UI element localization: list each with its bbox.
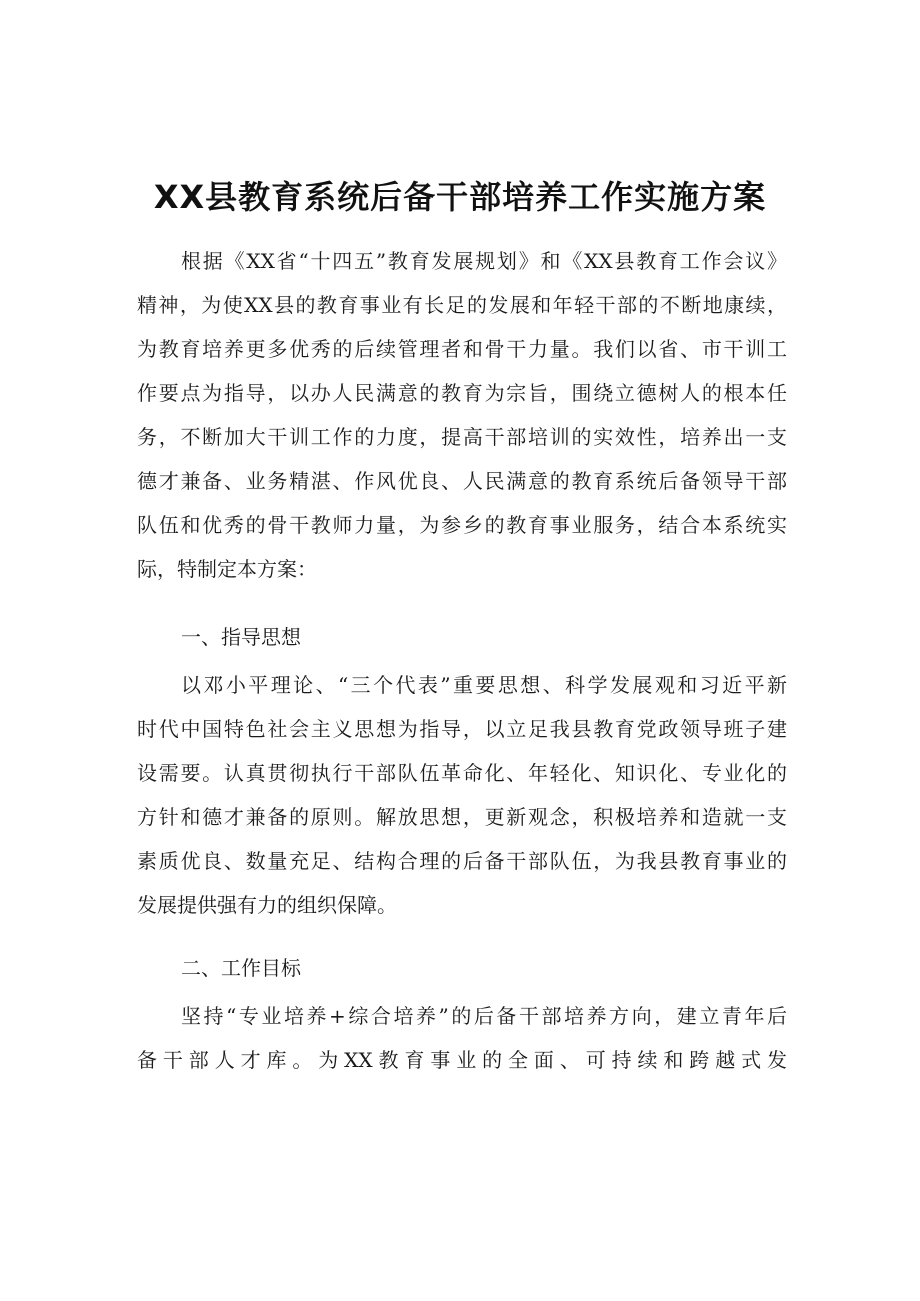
section-heading: 二、工作目标 [181,956,301,980]
document-title: XX县教育系统后备干部培养工作实施方案 [153,178,767,216]
paragraph-line: 方针和德才兼备的原则。解放思想，更新观念，积极培养和造就一支 [137,805,787,829]
paragraph-line: 德才兼备、业务精湛、作风优良、人民满意的教育系统后备领导干部 [137,469,787,493]
paragraph-line: 务，不断加大干训工作的力度，提高干部培训的实效性，培养出一支 [137,425,787,449]
paragraph-line: 际，特制定本方案： [137,557,317,581]
paragraph-line: 设需要。认真贯彻执行干部队伍革命化、年轻化、知识化、专业化的 [137,761,787,785]
paragraph-line: 素质优良、数量充足、结构合理的后备干部队伍，为我县教育事业的 [137,849,787,873]
paragraph-line: 以邓小平理论、“三个代表”重要思想、科学发展观和习近平新 [181,673,787,697]
paragraph-line: 备干部人才库。为XX教育事业的全面、可持续和跨越式发 [137,1048,787,1072]
paragraph-line: 发展提供强有力的组织保障。 [137,893,397,917]
paragraph-line: 作要点为指导，以办人民满意的教育为宗旨，围绕立德树人的根本任 [137,381,787,405]
paragraph-line: 为教育培养更多优秀的后续管理者和骨干力量。我们以省、市干训工 [137,337,787,361]
section-2-paragraph [137,994,787,1082]
section-1 [137,615,787,659]
paragraph-line: 精神，为使XX县的教育事业有长足的发展和年轻干部的不断地康续， [137,293,787,317]
paragraph-line: 时代中国特色社会主义思想为指导，以立足我县教育党政领导班子建 [137,717,787,741]
section-heading: 一、指导思想 [181,625,301,649]
paragraph-line: 坚持“专业培养+综合培养”的后备干部培养方向，建立青年后 [181,1004,787,1028]
paragraph-line: 队伍和优秀的骨干教师力量，为参乡的教育事业服务，结合本系统实 [137,513,787,537]
paragraph-line: 根据《XX省“十四五”教育发展规划》和《XX县教育工作会议》 [181,249,787,273]
intro-paragraph [137,239,787,591]
section-1-paragraph [137,663,787,927]
section-2 [137,946,787,990]
